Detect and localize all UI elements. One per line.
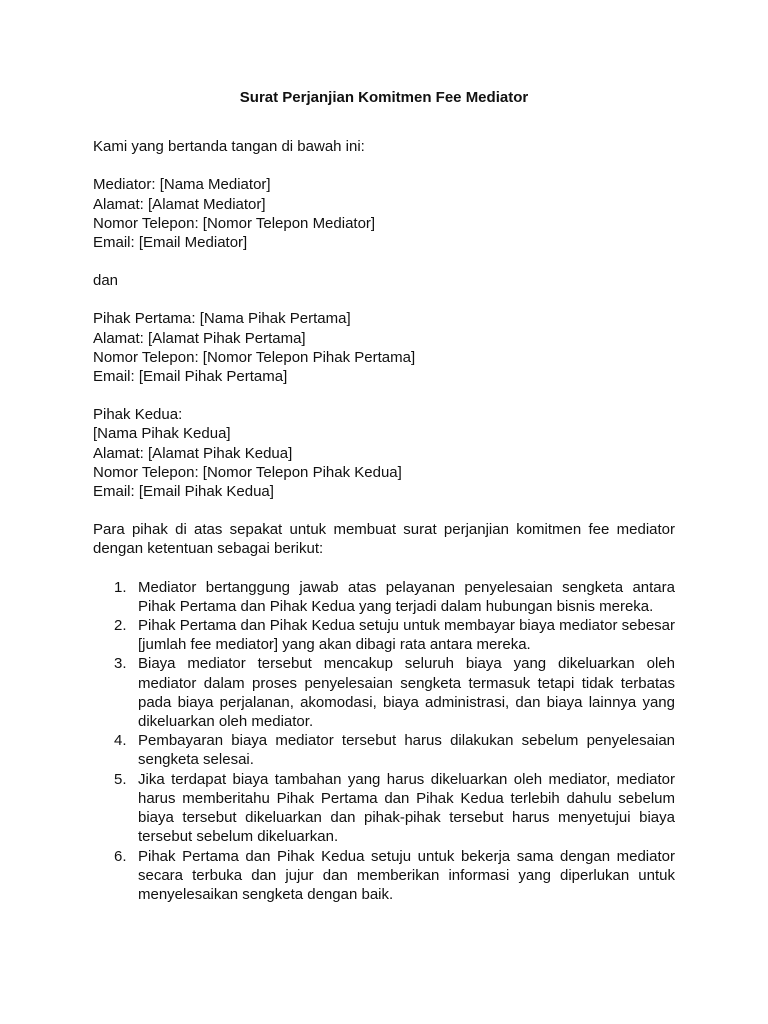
term-text: Biaya mediator tersebut mencakup seluruh biaya yang dikeluarkan oleh mediator dalam proses penyelesaian sengketa termasuk tetapi tidak terbatas pada biaya perjalanan, akomodasi, biaya administrasi, dan biaya lainnya yang dikeluarkan oleh mediator. [138, 655, 675, 731]
party-two-email: Email: [Email Pihak Kedua] [93, 483, 274, 501]
term-number: 5. [114, 770, 127, 788]
mediator-email: Email: [Email Mediator] [93, 234, 248, 252]
party-two-details [93, 405, 675, 501]
term-text: Pihak Pertama dan Pihak Kedua setuju untuk bekerja sama dengan mediator secara terbuka dan jujur dan memberikan informasi yang diperlukan untuk menyelesaikan sengketa dengan baik. [138, 847, 675, 903]
term-number: 3. [114, 655, 127, 673]
document-page [93, 88, 675, 904]
term-number: 2. [114, 617, 127, 635]
term-text: Pembayaran biaya mediator tersebut harus dilakukan sebelum penyelesaian sengketa selesai. [138, 732, 675, 769]
intro-text: Kami yang bertanda tangan di bawah ini: [93, 138, 365, 156]
mediator-name: Mediator: [Nama Mediator] [93, 176, 271, 194]
mediator-phone: Nomor Telepon: [Nomor Telepon Mediator] [93, 214, 376, 232]
agreement-intro: Para pihak di atas sepakat untuk membuat surat perjanjian komitmen fee mediator dengan ketentuan sebagai berikut: [93, 521, 675, 558]
party-one-email: Email: [Email Pihak Pertama] [93, 368, 288, 386]
term-item [93, 616, 675, 654]
party-one-address: Alamat: [Alamat Pihak Pertama] [93, 329, 306, 347]
party-two-heading: Pihak Kedua: [93, 406, 183, 424]
term-number: 6. [114, 847, 127, 865]
term-item [93, 770, 675, 847]
term-item [93, 731, 675, 769]
term-number: 4. [114, 732, 127, 750]
term-text: Jika terdapat biaya tambahan yang harus dikeluarkan oleh mediator, mediator harus memberitahu Pihak Pertama dan Pihak Kedua terlebih dahulu sebelum biaya tersebut dikeluarkan dan pihak-pihak tersebut harus menyetujui biaya tersebut sebelum dikeluarkan. [138, 770, 675, 846]
term-item [93, 654, 675, 731]
party-two-name: [Nama Pihak Kedua] [93, 425, 231, 443]
terms-list [93, 578, 675, 904]
party-one-name: Pihak Pertama: [Nama Pihak Pertama] [93, 310, 351, 328]
party-one-phone: Nomor Telepon: [Nomor Telepon Pihak Pertama] [93, 348, 416, 366]
document-title: Surat Perjanjian Komitmen Fee Mediator [239, 89, 529, 106]
term-text: Pihak Pertama dan Pihak Kedua setuju untuk membayar biaya mediator sebesar [jumlah fee mediator] yang akan dibagi rata antara mereka. [138, 617, 675, 654]
party-two-phone: Nomor Telepon: [Nomor Telepon Pihak Kedua] [93, 463, 402, 481]
mediator-details [93, 175, 675, 252]
term-item [93, 578, 675, 616]
term-number: 1. [114, 578, 127, 596]
term-item [93, 847, 675, 905]
party-two-address: Alamat: [Alamat Pihak Kedua] [93, 444, 293, 462]
mediator-address: Alamat: [Alamat Mediator] [93, 195, 266, 213]
party-one-details [93, 309, 675, 386]
term-text: Mediator bertanggung jawab atas pelayanan penyelesaian sengketa antara Pihak Pertama dan Pihak Kedua yang terjadi dalam hubungan bisnis mereka. [138, 578, 675, 615]
conjunction-text: dan [93, 272, 119, 290]
